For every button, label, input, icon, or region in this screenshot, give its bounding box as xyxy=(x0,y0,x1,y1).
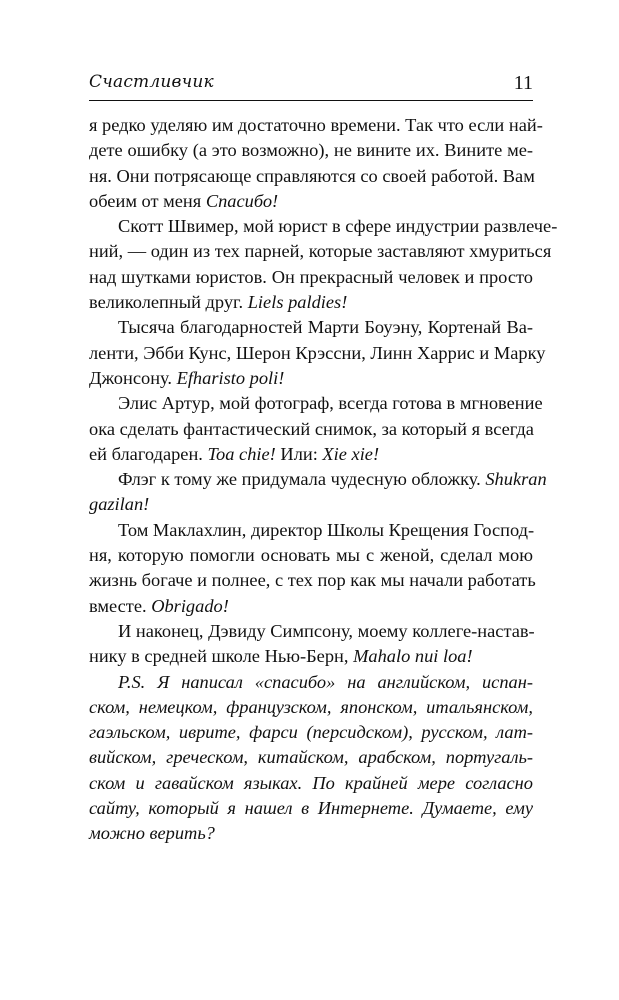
text-run: ний, — один из тех парней, которые заставляют хмуриться xyxy=(89,241,552,262)
text-run: ленти, Эбби Кунс, Шерон Крэссни, Линн Харрис и Марку xyxy=(89,342,546,363)
text-line xyxy=(89,492,533,517)
text-line xyxy=(89,720,533,745)
text-line xyxy=(89,164,533,189)
running-header xyxy=(89,72,533,98)
text-run: великолепный друг. xyxy=(89,292,248,313)
text-line xyxy=(89,214,558,239)
italic-text: P.S. Я написал «спасибо» на английском, испан- xyxy=(118,671,533,692)
text-line xyxy=(89,821,533,846)
text-run: Том Маклахлин, директор Школы Крещения Господ- xyxy=(118,519,535,540)
text-line xyxy=(89,644,533,669)
text-line xyxy=(89,670,533,695)
text-line xyxy=(89,341,546,366)
text-run: обеим от меня xyxy=(89,190,206,211)
text-line xyxy=(89,417,533,442)
italic-text: ском, немецком, французском, японском, итальянском, xyxy=(89,696,533,717)
text-line xyxy=(89,568,536,593)
text-run: дете ошибку (а это возможно), не вините их. Вините ме- xyxy=(89,140,533,161)
italic-text: Liels paldies! xyxy=(247,292,348,313)
text-run: Тысяча благодарностей Марти Боуэну, Кортенай Ва- xyxy=(118,317,533,338)
text-line xyxy=(89,290,533,315)
text-line xyxy=(89,771,533,796)
text-run: ня, которую помогли основать мы с женой, сделал мою xyxy=(89,545,533,566)
italic-text: ском и гавайском языках. По крайней мере согласно xyxy=(89,772,533,793)
text-run: И наконец, Дэвиду Симпсону, моему коллеге-настав- xyxy=(118,620,535,641)
text-line xyxy=(89,113,543,138)
italic-text: вийском, греческом, китайском, арабском, португаль- xyxy=(89,747,533,768)
text-run: я редко уделяю им достаточно времени. Так что если най- xyxy=(89,115,543,135)
body-text xyxy=(89,113,558,847)
text-run: Элис Артур, мой фотограф, всегда готова в мгновение xyxy=(118,393,543,414)
text-line xyxy=(89,594,533,619)
text-line xyxy=(89,239,552,264)
text-run: вместе. xyxy=(89,595,152,616)
text-run: Джонсону. xyxy=(89,367,177,388)
text-run: Флэг к тому же придумала чудесную обложку. xyxy=(118,469,486,490)
text-line xyxy=(89,543,533,568)
text-line xyxy=(89,518,533,543)
text-line xyxy=(89,315,533,340)
italic-text: сайту, который я нашел в Интернете. Думаете, ему xyxy=(89,798,533,819)
text-line xyxy=(89,467,547,492)
text-line xyxy=(89,189,533,214)
text-run: ока сделать фантастический снимок, за который я всегда xyxy=(89,418,534,439)
italic-text: Shukran xyxy=(485,469,547,490)
header-rule xyxy=(89,100,533,101)
italic-text: Спасибо! xyxy=(205,190,279,211)
text-line xyxy=(89,265,533,290)
text-line xyxy=(89,695,533,720)
text-line xyxy=(89,619,533,644)
text-line xyxy=(89,796,533,821)
italic-text: Efharisto poli! xyxy=(176,367,285,388)
text-line xyxy=(89,391,543,416)
italic-text: Toa chie! xyxy=(207,443,276,464)
text-run: Скотт Швимер, мой юрист в сфере индустрии развлече- xyxy=(118,216,558,237)
text-run: ей благодарен. xyxy=(89,443,208,464)
text-run: нику в средней школе Нью-Берн, xyxy=(89,646,354,667)
text-run: над шутками юристов. Он прекрасный человек и просто xyxy=(89,266,533,287)
italic-text: гаэльском, иврите, фарси (персидском), русском, лат- xyxy=(89,722,533,743)
text-line xyxy=(89,745,533,770)
italic-text: gazilan! xyxy=(89,494,150,515)
text-run: ня. Они потрясающе справляются со своей работой. Вам xyxy=(89,165,535,186)
page-number: 11 xyxy=(513,72,533,94)
text-run: Или: xyxy=(275,443,323,464)
italic-text: Xie xie! xyxy=(322,443,380,464)
text-run: жизнь богаче и полнее, с тех пор как мы начали работать xyxy=(89,570,536,591)
running-title: Счастливчик xyxy=(89,72,214,92)
italic-text: Obrigado! xyxy=(151,595,229,616)
text-line xyxy=(89,442,533,467)
text-line xyxy=(89,138,533,163)
italic-text: можно верить? xyxy=(89,823,215,844)
italic-text: Mahalo nui loa! xyxy=(353,646,473,667)
text-line xyxy=(89,366,533,391)
